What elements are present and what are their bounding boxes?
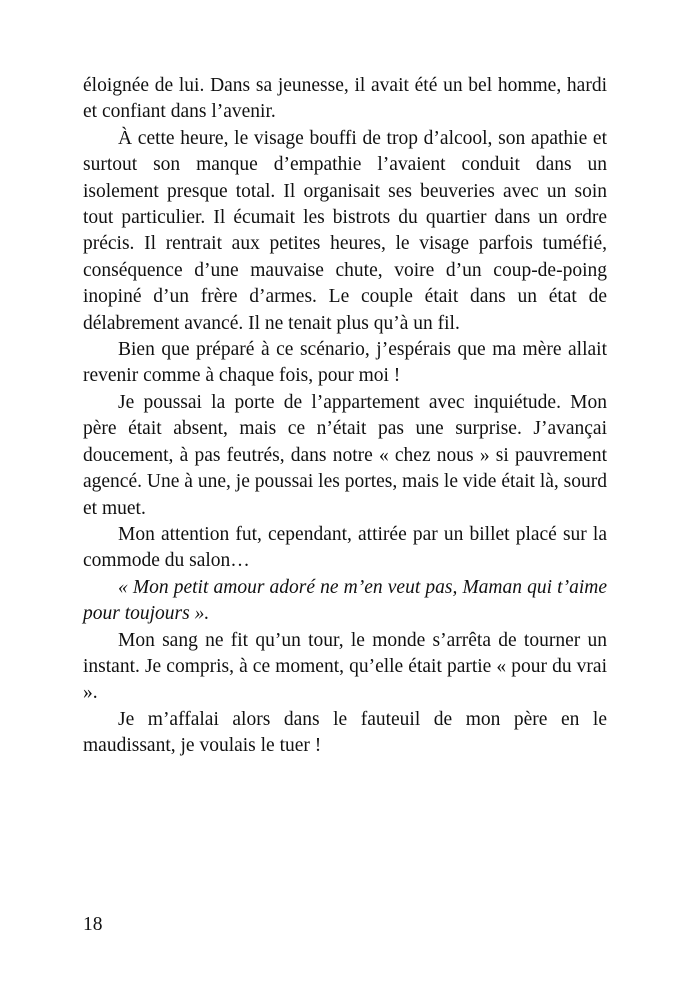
paragraph: Je poussai la porte de l’appartement avec inquiétude. Mon père était absent, mais ce n’était pas une surprise. J’avançai doucement, à pas feutrés, dans notre « chez nous » si pauvrement agencé. Une à une, je poussai les portes, mais le vide était là, sourd et muet. [83,391,607,519]
note-quote: « Mon petit amour adoré ne m’en veut pas, Maman qui t’aime pour toujours ». [83,576,607,625]
paragraph: Bien que préparé à ce scénario, j’espérais que ma mère allait revenir comme à chaque fois, pour moi ! [83,339,607,387]
paragraph: Mon sang ne fit qu’un tour, le monde s’arrêta de tourner un instant. Je compris, à ce moment, qu’elle était partie « pour du vrai ». [83,629,607,704]
paragraph: Je m’affalai alors dans le fauteuil de mon père en le maudissant, je voulais le tuer ! [83,708,607,757]
page-number: 18 [83,914,103,935]
paragraph-continuation: éloignée de lui. Dans sa jeunesse, il avait été un bel homme, hardi et confiant dans l’avenir. [83,75,607,123]
paragraph: Mon attention fut, cependant, attirée par un billet placé sur la commode du salon… [83,523,607,572]
paragraph: À cette heure, le visage bouffi de trop d’alcool, son apathie et surtout son manque d’empathie l’avaient conduit dans un isolement presque total. Il organisait ses beuveries avec un soin tout particulier. Il écumait les bistrots du quartier dans un ordre précis. Il rentrait aux petites heures, le visage parfois tuméfié, conséquence d’une mauvaise chute, voire d’un coup-de-poing inopiné d’un frère d’armes. Le couple était dans un état de délabrement avancé. Il ne tenait plus qu’à un fil. [83,127,607,334]
body-text [83,73,607,760]
